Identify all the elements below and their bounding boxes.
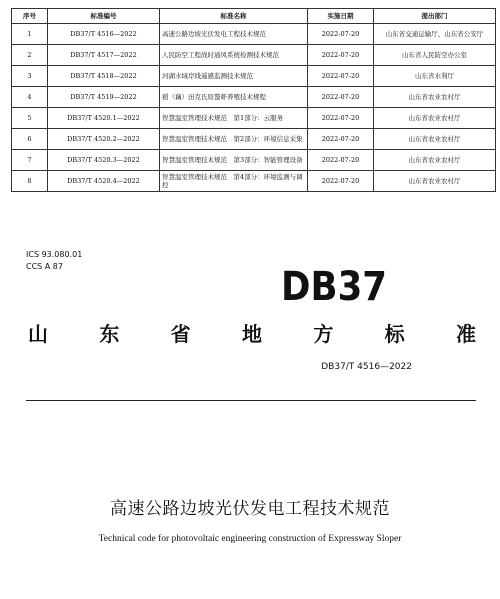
cell-date: 2022-07-20 [308, 129, 374, 150]
cell-date: 2022-07-20 [308, 87, 374, 108]
db-logo-text: DB37 [281, 264, 387, 308]
table-row [12, 66, 496, 87]
cell-name: 高速公路边坡光伏发电工程技术规范 [160, 24, 308, 45]
cell-dept: 山东省农业农村厅 [374, 87, 496, 108]
table-row [12, 45, 496, 66]
cell-code: DB37/T 4516—2022 [48, 24, 160, 45]
cell-date: 2022-07-20 [308, 108, 374, 129]
cell-name: 稻（藕）田克氏原螯虾养殖技术规程 [160, 87, 308, 108]
cell-seq: 8 [12, 171, 48, 192]
cell-dept: 山东省农业农村厅 [374, 171, 496, 192]
cell-date: 2022-07-20 [308, 171, 374, 192]
ics-code: ICS 93.080.01 [26, 250, 83, 259]
table-header-row [12, 9, 496, 24]
title-chinese: 高速公路边坡光伏发电工程技术规范 [110, 499, 390, 519]
cell-date: 2022-07-20 [308, 45, 374, 66]
table-row [12, 150, 496, 171]
cell-name: 智慧温室管理技术规范 第2部分：环境信息采集 [160, 129, 308, 150]
header-name: 标准名称 [160, 9, 308, 24]
header-seq: 序号 [12, 9, 48, 24]
header-code: 标准编号 [48, 9, 160, 24]
cell-dept: 山东省农业农村厅 [374, 129, 496, 150]
local-standard-char: 地 [241, 322, 262, 346]
cell-seq: 5 [12, 108, 48, 129]
ccs-code: CCS A 87 [26, 262, 63, 271]
divider-line [26, 400, 476, 401]
local-standard-char: 准 [455, 322, 476, 346]
local-standard-heading [28, 318, 476, 347]
cell-code: DB37/T 4520.3—2022 [48, 150, 160, 171]
title-english: Technical code for photovoltaic engineering construction of Expressway Sloper [98, 534, 402, 544]
header-date: 实施日期 [308, 9, 374, 24]
cell-name: 河湖水域岸线遥感监测技术规范 [160, 66, 308, 87]
cell-code: DB37/T 4519—2022 [48, 87, 160, 108]
cell-code: DB37/T 4520.1—2022 [48, 108, 160, 129]
cell-code: DB37/T 4517—2022 [48, 45, 160, 66]
cell-name: 智慧温室管理技术规范 第3部分：智能管理设备 [160, 150, 308, 171]
cell-seq: 4 [12, 87, 48, 108]
cell-date: 2022-07-20 [308, 24, 374, 45]
cell-code: DB37/T 4520.4—2022 [48, 171, 160, 192]
cell-dept: 山东省农业农村厅 [374, 150, 496, 171]
db-logo [281, 264, 391, 308]
cell-seq: 7 [12, 150, 48, 171]
cell-code: DB37/T 4520.2—2022 [48, 129, 160, 150]
table-row [12, 129, 496, 150]
document-number: DB37/T 4516—2022 [321, 362, 412, 372]
cell-dept: 山东省农业农村厅 [374, 108, 496, 129]
cell-date: 2022-07-20 [308, 66, 374, 87]
cell-dept: 山东省人民防空办公室 [374, 45, 496, 66]
cell-seq: 1 [12, 24, 48, 45]
table-row [12, 24, 496, 45]
cell-seq: 3 [12, 66, 48, 87]
cell-dept: 山东省水利厅 [374, 66, 496, 87]
local-standard-char: 省 [170, 322, 191, 346]
local-standard-char: 山 [28, 322, 48, 346]
local-standard-char: 方 [313, 322, 334, 346]
table-row [12, 87, 496, 108]
cell-name: 人民防空工程战时通风系统检测技术规范 [160, 45, 308, 66]
local-standard-char: 标 [384, 322, 405, 346]
header-dept: 提出部门 [374, 9, 496, 24]
cell-name: 智慧温室管理技术规范 第1部分：云服务 [160, 108, 308, 129]
table-row [12, 108, 496, 129]
cell-dept: 山东省交通运输厅、山东省公安厅 [374, 24, 496, 45]
local-standard-char: 东 [99, 322, 120, 346]
cell-name: 智慧温室管理技术规范 第4部分：环境监测与调控 [160, 171, 308, 192]
cell-seq: 6 [12, 129, 48, 150]
cell-code: DB37/T 4518—2022 [48, 66, 160, 87]
cell-seq: 2 [12, 45, 48, 66]
cell-date: 2022-07-20 [308, 150, 374, 171]
standards-table [11, 8, 496, 192]
table-row [12, 171, 496, 192]
